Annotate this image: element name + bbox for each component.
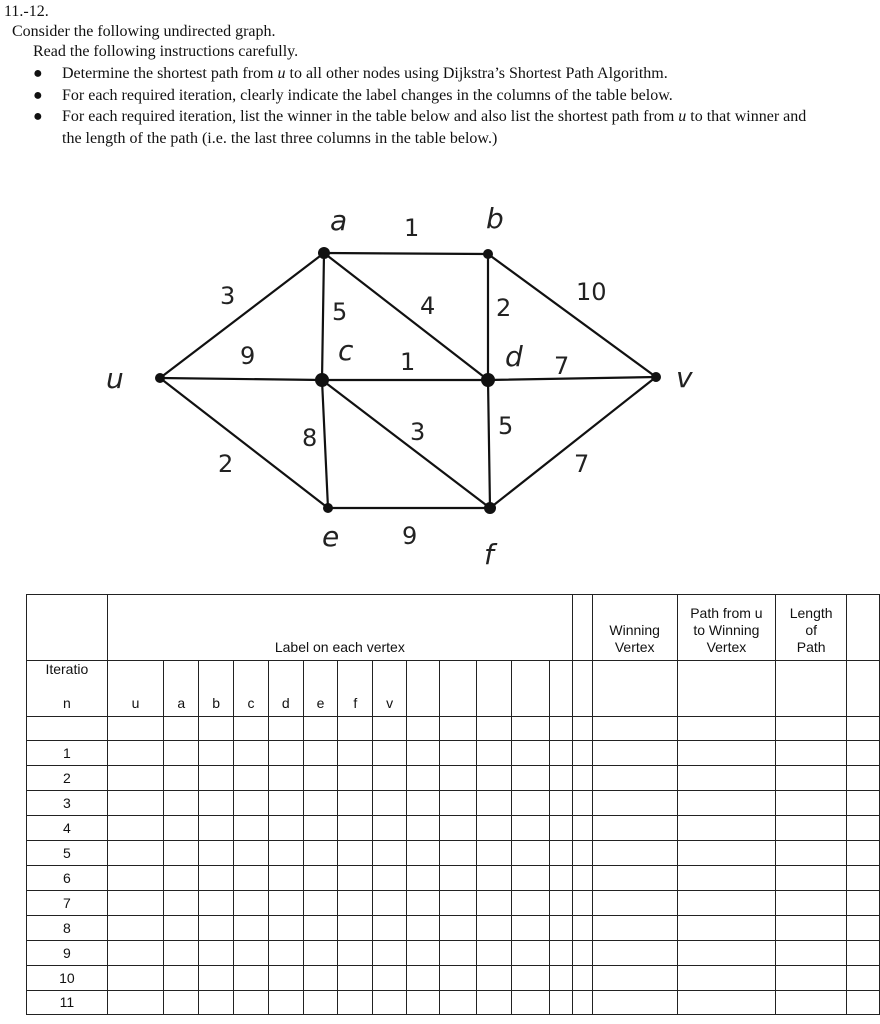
iteration-number: 5 bbox=[27, 841, 108, 866]
weight-c-f: 3 bbox=[410, 418, 426, 446]
node-label-a: a bbox=[330, 204, 348, 237]
edge-u-c bbox=[160, 378, 322, 380]
bullet-icon: ● bbox=[33, 65, 43, 82]
node-e bbox=[323, 503, 333, 513]
weight-f-v: 7 bbox=[574, 450, 590, 478]
node-label-u: u bbox=[106, 362, 124, 395]
edge-d-v bbox=[488, 377, 656, 380]
vertex-col-u: u bbox=[107, 661, 164, 717]
weighted-graph bbox=[0, 180, 880, 580]
weight-u-e: 2 bbox=[218, 450, 234, 478]
problem-intro: Consider the following undirected graph. bbox=[12, 23, 276, 40]
edge-a-c bbox=[322, 253, 324, 380]
vertex-col-v: v bbox=[373, 661, 407, 717]
vertex-col-b: b bbox=[199, 661, 234, 717]
edge-c-f bbox=[322, 380, 490, 508]
instruction-item: ● Determine the shortest path from u to all other nodes using Dijkstra’s Shortest Path Algorithm. bbox=[30, 63, 810, 85]
weight-d-f: 5 bbox=[498, 412, 514, 440]
instruction-item: ● For each required iteration, clearly indicate the label changes in the columns of the table below. bbox=[30, 85, 810, 107]
node-v bbox=[651, 372, 661, 382]
dijkstra-table bbox=[26, 594, 880, 1015]
node-c bbox=[315, 373, 329, 387]
node-u bbox=[155, 373, 165, 383]
problem-number: 11.-12. bbox=[4, 3, 49, 20]
iteration-header: Iteratio n bbox=[27, 661, 108, 717]
vertex-col-e: e bbox=[303, 661, 338, 717]
edge-c-e bbox=[322, 380, 328, 508]
iteration-number: 4 bbox=[27, 816, 108, 841]
iteration-number: 7 bbox=[27, 891, 108, 916]
weight-u-c: 9 bbox=[240, 342, 256, 370]
instruction-list bbox=[30, 63, 810, 149]
vertex-col-d: d bbox=[268, 661, 303, 717]
iteration-number: 9 bbox=[27, 941, 108, 966]
iteration-number: 3 bbox=[27, 791, 108, 816]
iteration-number: 6 bbox=[27, 866, 108, 891]
node-label-d: d bbox=[505, 340, 523, 373]
bullet-icon: ● bbox=[33, 108, 43, 125]
table-row bbox=[27, 866, 880, 891]
iteration-rows bbox=[27, 717, 880, 1015]
length-header: Length of Path bbox=[776, 595, 847, 661]
label-header: Label on each vertex bbox=[107, 595, 572, 661]
vertex-header-row bbox=[27, 661, 880, 717]
bullet-icon: ● bbox=[33, 86, 43, 104]
edge-a-b bbox=[324, 253, 488, 254]
winning-vertex-header: Winning Vertex bbox=[592, 595, 677, 661]
node-a bbox=[318, 247, 330, 259]
table-row bbox=[27, 816, 880, 841]
table-row bbox=[27, 966, 880, 991]
table-row bbox=[27, 741, 880, 766]
table-header-row bbox=[27, 595, 880, 661]
iteration-number: 8 bbox=[27, 916, 108, 941]
vertex-col-f: f bbox=[338, 661, 373, 717]
node-label-b: b bbox=[486, 202, 504, 235]
iteration-number: 10 bbox=[27, 966, 108, 991]
weight-a-c: 5 bbox=[332, 298, 348, 326]
edge-d-f bbox=[488, 380, 490, 508]
edge-f-v bbox=[490, 377, 656, 508]
node-f bbox=[484, 502, 496, 514]
node-b bbox=[483, 249, 493, 259]
weight-c-e: 8 bbox=[302, 424, 318, 452]
vertex-col-a: a bbox=[164, 661, 199, 717]
table-row bbox=[27, 941, 880, 966]
read-instructions: Read the following instructions carefully. bbox=[33, 43, 299, 60]
node-label-e: e bbox=[322, 520, 340, 553]
table-row bbox=[27, 916, 880, 941]
node-label-c: c bbox=[338, 334, 354, 367]
blank-row bbox=[27, 717, 880, 741]
iteration-number: 11 bbox=[27, 991, 108, 1015]
node-d bbox=[481, 373, 495, 387]
table-row bbox=[27, 891, 880, 916]
weight-b-v: 10 bbox=[576, 278, 607, 306]
table-row bbox=[27, 841, 880, 866]
iteration-number: 2 bbox=[27, 766, 108, 791]
instruction-item: ● For each required iteration, list the winner in the table below and also list the shortest path from u to that winner and the length of the path (i.e. the last three columns in the table below.) bbox=[33, 108, 807, 147]
node-label-v: v bbox=[676, 361, 693, 394]
weight-b-d: 2 bbox=[496, 294, 512, 322]
iteration-number: 1 bbox=[27, 741, 108, 766]
path-header: Path from u to Winning Vertex bbox=[677, 595, 776, 661]
weight-e-f: 9 bbox=[402, 522, 418, 550]
table-row bbox=[27, 766, 880, 791]
vertex-col-c: c bbox=[234, 661, 269, 717]
table-row bbox=[27, 791, 880, 816]
weight-a-b: 1 bbox=[404, 214, 420, 242]
weight-d-v: 7 bbox=[554, 352, 570, 380]
table-row bbox=[27, 991, 880, 1015]
node-label-f: f bbox=[484, 538, 494, 571]
weight-c-d: 1 bbox=[400, 348, 416, 376]
weight-u-a: 3 bbox=[220, 282, 236, 310]
weight-a-d: 4 bbox=[420, 292, 436, 320]
